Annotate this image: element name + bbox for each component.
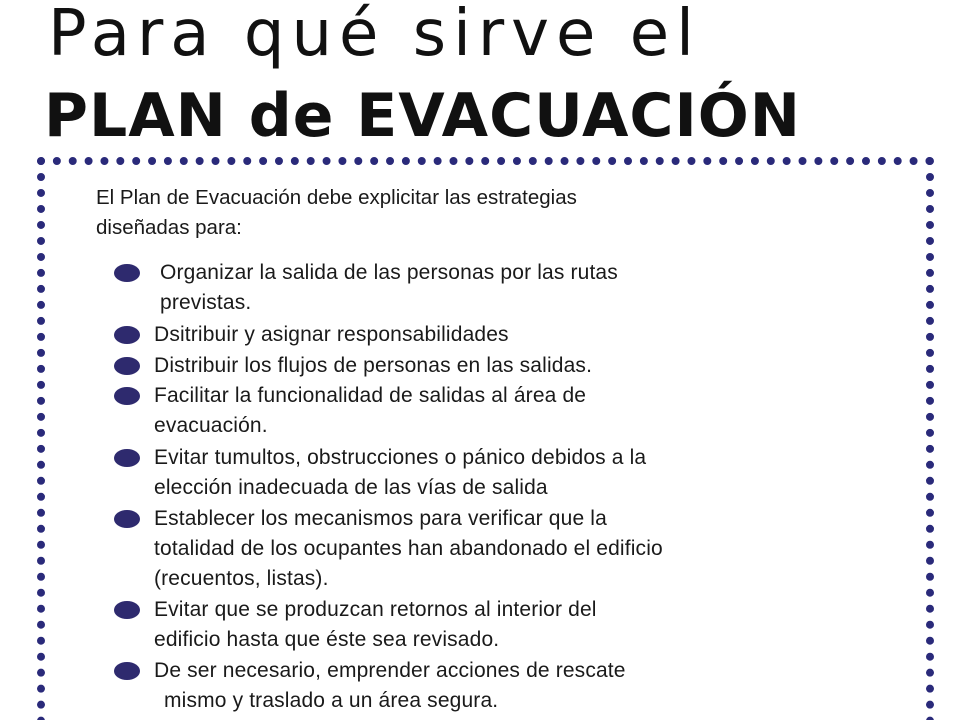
bullet-dot-icon <box>114 510 140 528</box>
list-item-line: edificio hasta que éste sea revisado. <box>154 628 500 651</box>
bullet-dot-icon <box>114 264 140 282</box>
list-item-line: totalidad de los ocupantes han abandonado el edificio <box>154 537 663 560</box>
list-item-text <box>154 504 663 594</box>
list-item-line: Evitar que se produzcan retornos al interior del <box>154 598 597 621</box>
list-item <box>114 656 884 716</box>
list-item-line: Organizar la salida de las personas por las rutas <box>160 261 618 284</box>
list-item-line: Dsitribuir y asignar responsabilidades <box>154 323 509 346</box>
list-item-text <box>154 258 618 318</box>
list-item-text <box>154 351 592 381</box>
list-item <box>114 595 884 655</box>
list-item <box>114 443 884 503</box>
list-item <box>114 381 884 441</box>
list-item-line: elección inadecuada de las vías de salida <box>154 476 548 499</box>
list-item <box>114 258 884 318</box>
list-item-line: Facilitar la funcionalidad de salidas al área de <box>154 384 587 407</box>
intro-line-1: El Plan de Evacuación debe explicitar las estrategias <box>96 186 577 209</box>
list-item <box>114 320 884 350</box>
bullet-dot-icon <box>114 387 140 405</box>
bullet-dot-icon <box>114 357 140 375</box>
intro-line-2: diseñadas para: <box>96 216 242 239</box>
list-item <box>114 504 884 594</box>
list-item-line: De ser necesario, emprender acciones de rescate <box>154 659 626 682</box>
bullet-dot-icon <box>114 449 140 467</box>
title-line-2: PLAN de EVACUACIÓN <box>44 81 801 151</box>
list-item-text <box>154 320 509 350</box>
list-item-line: mismo y traslado a un área segura. <box>164 689 499 712</box>
list-item-line: Evitar tumultos, obstrucciones o pánico debidos a la <box>154 446 647 469</box>
list-item-line: Establecer los mecanismos para verificar que la <box>154 507 607 530</box>
list-item <box>114 351 884 381</box>
list-item-text <box>154 656 626 716</box>
bullet-dot-icon <box>114 601 140 619</box>
bullet-dot-icon <box>114 326 140 344</box>
list-item-line: Distribuir los flujos de personas en las salidas. <box>154 354 593 377</box>
title-line-1: Para qué sirve el <box>48 0 701 71</box>
list-item-text <box>154 381 586 441</box>
list-item-line: evacuación. <box>154 414 268 437</box>
list-item-line: (recuentos, listas). <box>154 567 329 590</box>
list-item-line: previstas. <box>160 291 252 314</box>
list-item-text <box>154 443 646 503</box>
list-item-text <box>154 595 597 655</box>
bullet-dot-icon <box>114 662 140 680</box>
